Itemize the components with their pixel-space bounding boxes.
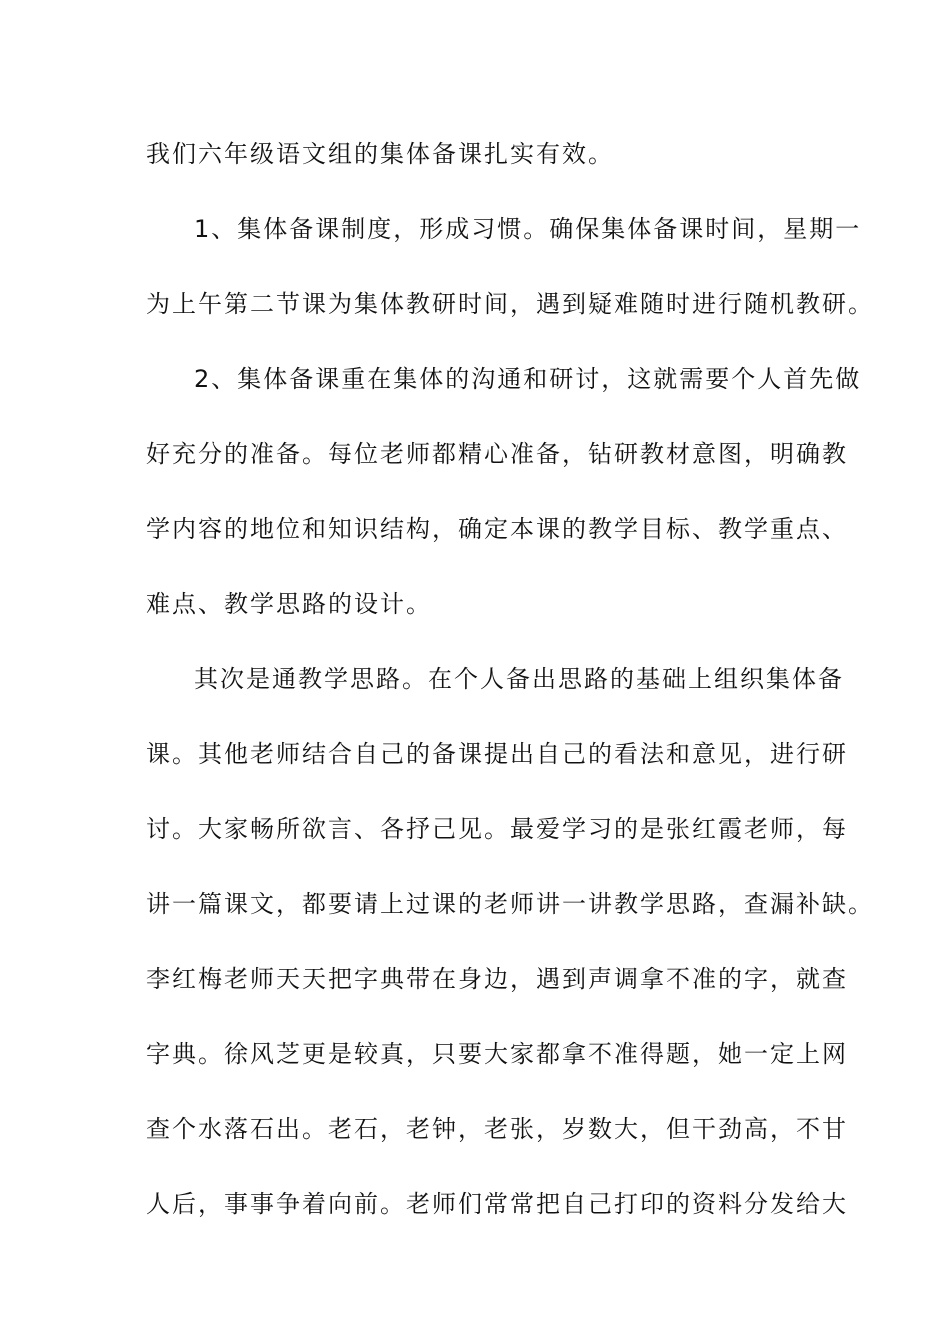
text-line: 课。其他老师结合自己的备课提出自己的看法和意见，进行研 (146, 740, 848, 768)
text-line: 其次是通教学思路。在个人备出思路的基础上组织集体备 (194, 665, 844, 693)
text-line: 查个水落石出。老石，老钟，老张，岁数大，但干劲高，不甘 (146, 1115, 848, 1143)
text-line: 1、集体备课制度，形成习惯。确保集体备课时间，星期一 (194, 215, 862, 243)
text-line: 讲一篇课文，都要请上过课的老师讲一讲教学思路，查漏补缺。 (146, 890, 874, 918)
text-line: 2、集体备课重在集体的沟通和研讨，这就需要个人首先做 (194, 365, 862, 393)
text-line: 讨。大家畅所欲言、各抒己见。最爱学习的是张红霞老师，每 (146, 815, 848, 843)
text-line: 人后，事事争着向前。老师们常常把自己打印的资料分发给大 (146, 1190, 848, 1218)
text-line: 学内容的地位和知识结构，确定本课的教学目标、教学重点、 (146, 515, 848, 543)
text-line: 为上午第二节课为集体教研时间，遇到疑难随时进行随机教研。 (146, 290, 874, 318)
text-line: 李红梅老师天天把字典带在身边，遇到声调拿不准的字，就查 (146, 965, 848, 993)
text-line: 好充分的准备。每位老师都精心准备，钻研教材意图，明确教 (146, 440, 848, 468)
text-line: 难点、教学思路的设计。 (146, 590, 432, 618)
text-line: 字典。徐风芝更是较真，只要大家都拿不准得题，她一定上网 (146, 1040, 848, 1068)
text-line: 我们六年级语文组的集体备课扎实有效。 (146, 140, 614, 168)
body-text (146, 132, 874, 1257)
